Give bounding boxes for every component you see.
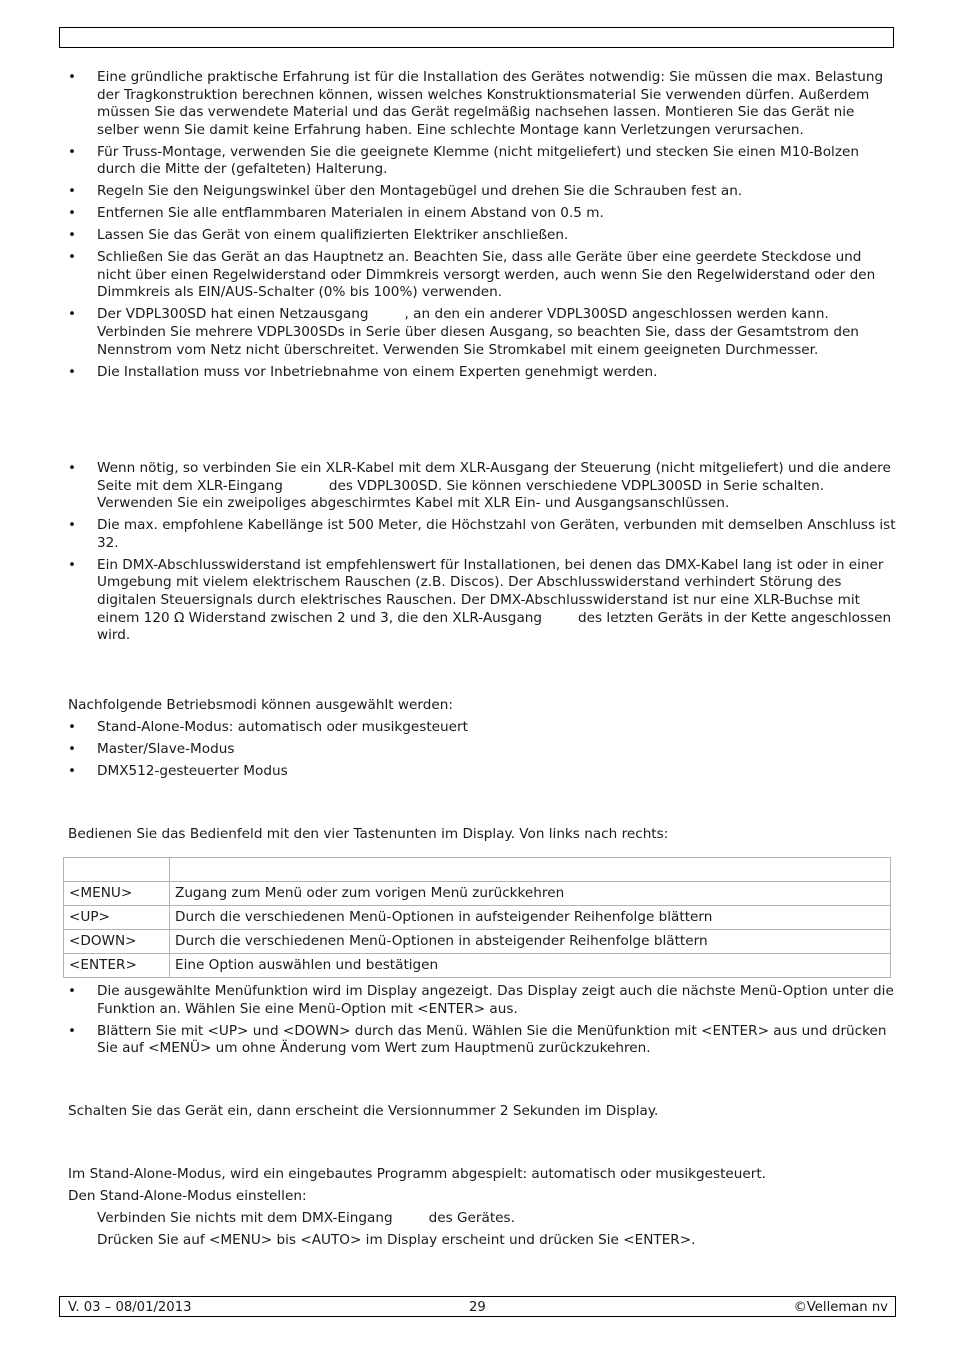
list-item: • Regeln Sie den Neigungswinkel über den Montagebügel und drehen Sie die Schrauben fest an. [68,183,898,201]
step-item: Drücken Sie auf <MENU> bis <AUTO> im Display erscheint und drücken Sie <ENTER>. [97,1231,696,1248]
table-row [64,906,891,930]
dmx-text-after: des VDPL300SD. Sie können verschiedene VDPL300SD in Serie schalten. Verwenden Sie ein zweipoliges abgeschirmtes Kabel mit XLR Ein- und Ausgangsanschlüssen. [97,477,825,512]
list-item [68,306,898,359]
key-name: <UP> [64,906,170,930]
footer-version: V. 03 – 08/01/2013 [68,1300,192,1315]
table-row [64,953,891,977]
table-header-cell [170,858,891,882]
step1-after: des Gerätes. [428,1209,515,1226]
installation-list [68,69,898,386]
table-row [64,882,891,906]
footer-copyright: ©Velleman nv [793,1300,888,1315]
key-description: Zugang zum Menü oder zum vorigen Menü zurückkehren [170,882,891,906]
list-item: • Die ausgewählte Menüfunktion wird im Display angezeigt. Das Display zeigt auch die nächste Menü-Option unter die Funktion an. Wählen Sie eine Menü-Option mit <ENTER> aus. [68,983,898,1018]
list-item: • Master/Slave-Modus [68,741,898,759]
power-on-text: Schalten Sie das Gerät ein, dann erscheint die Versionnummer 2 Sekunden im Display. [68,1103,659,1119]
key-name: <DOWN> [64,930,170,954]
footer-page-number: 29 [469,1300,486,1315]
list-item [68,557,898,645]
keys-table [63,857,891,978]
modes-section [68,697,898,785]
list-item: • Eine gründliche praktische Erfahrung ist für die Installation des Gerätes notwendig: Sie müssen die max. Belastung der Tragkonstruktion berechnen können, wissen welches Konstruktionsmaterial Sie verwenden dürfen. Außerdem müssen Sie das verwendete Material und das Gerät regelmäßig nachsehen lassen. Montieren Sie das Gerät nie selber wenn Sie damit keine Erfahrung haben. Eine schlechte Montage kann Verletzungen verursachen. [68,69,898,139]
key-description: Eine Option auswählen und bestätigen [170,953,891,977]
panel-intro-part2: unten im Display [397,826,511,842]
table-header-row [64,858,891,882]
modes-intro: Nachfolgende Betriebsmodi können ausgewählt werden: [68,697,453,713]
netz-text-before: Der VDPL300SD hat einen Netzausgang [97,306,369,323]
panel-intro-part3: . Von links nach rechts: [510,826,669,842]
list-item [68,460,898,513]
panel-intro [68,826,898,844]
standalone-setup: Den Stand-Alone-Modus einstellen: [68,1187,307,1204]
key-description: Durch die verschiedenen Menü-Optionen in aufsteigender Reihenfolge blättern [170,906,891,930]
terminator-text-after: des letzten Geräts in der Kette angeschlossen wird. [97,609,892,644]
list-item: • Entfernen Sie alle entflammbaren Materialen in einem Abstand von 0.5 m. [68,205,898,223]
list-item: • Blättern Sie mit <UP> und <DOWN> durch das Menü. Wählen Sie die Menüfunktion mit <ENTER> aus und drücken Sie auf <MENÜ> um ohne Änderung vom Wert zum Hauptmenü zurückzukehren. [68,1023,898,1058]
dmx-text-before: Wenn nötig, so verbinden Sie ein XLR-Kabel mit dem XLR-Ausgang der Steuerung (nicht mitgeliefert) und die andere Seite mit dem XLR-Eingang [97,460,891,494]
standalone-section [68,1166,898,1254]
terminator-text-before: Ein DMX-Abschlusswiderstand ist empfehlenswert für Installationen, bei denen das DMX-Kabel lang ist oder in einer Umgebung mit vielem elektrischem Rauschen (z.B. Discos). Der Abschlusswiderstand verhindert Störung des digitalen Steuersignals durch elektrisches Rauschen. Der DMX-Abschlusswiderstand ist nur eine XLR-Buchse mit einem 120 Ω Widerstand zwischen 2 und 3, die den XLR-Ausgang [97,556,884,626]
list-item: • Für Truss-Montage, verwenden Sie die geeignete Klemme (nicht mitgeliefert) und stecken Sie einen M10-Bolzen durch die Mitte der (gefalteten) Halterung. [68,144,898,179]
standalone-intro: Im Stand-Alone-Modus, wird ein eingebautes Programm abgespielt: automatisch oder musikgesteuert. [68,1166,766,1182]
list-item: • Stand-Alone-Modus: automatisch oder musikgesteuert [68,719,898,737]
list-item: • Lassen Sie das Gerät von einem qualifizierten Elektriker anschließen. [68,227,898,245]
table-row [64,930,891,954]
netz-text-after: , an den ein anderer VDPL300SD angeschlossen werden kann. Verbinden Sie mehrere VDPL300SDs in Serie über diesen Ausgang, so beachten Sie, dass der Gesamtstrom den Nennstrom vom Netz nicht überschreitet. Verwenden Sie Stromkabel mit einem geeigneten Durchmesser. [97,306,859,358]
step-item [68,1210,898,1228]
list-item: • Die Installation muss vor Inbetriebnahme von einem Experten genehmigt werden. [68,364,898,382]
list-item: • Die max. empfohlene Kabellänge ist 500 Meter, die Höchstzahl von Geräten, verbunden mit demselben Anschluss ist 32. [68,517,898,552]
panel-intro-part1: Bedienen Sie das Bedienfeld mit den vier Tasten [68,826,398,842]
table-header-cell [64,858,170,882]
key-name: <MENU> [64,882,170,906]
page-footer [59,1296,896,1317]
key-name: <ENTER> [64,953,170,977]
list-item: • Schließen Sie das Gerät an das Hauptnetz an. Beachten Sie, dass alle Geräte über eine geerdete Steckdose und nicht über einen Regelwiderstand oder Dimmkreis versorgt werden, auch wenn Sie den Regelwiderstand oder den Dimmkreis als EIN/AUS-Schalter (0% bis 100%) verwenden. [68,249,898,302]
menu-list [68,983,898,1062]
list-item: • DMX512-gesteuerter Modus [68,763,898,781]
page-header-box [59,27,894,48]
dmx-connection-list [68,460,898,649]
step1-before: Verbinden Sie nichts mit dem DMX-Eingang [97,1209,393,1226]
key-description: Durch die verschiedenen Menü-Optionen in absteigender Reihenfolge blättern [170,930,891,954]
